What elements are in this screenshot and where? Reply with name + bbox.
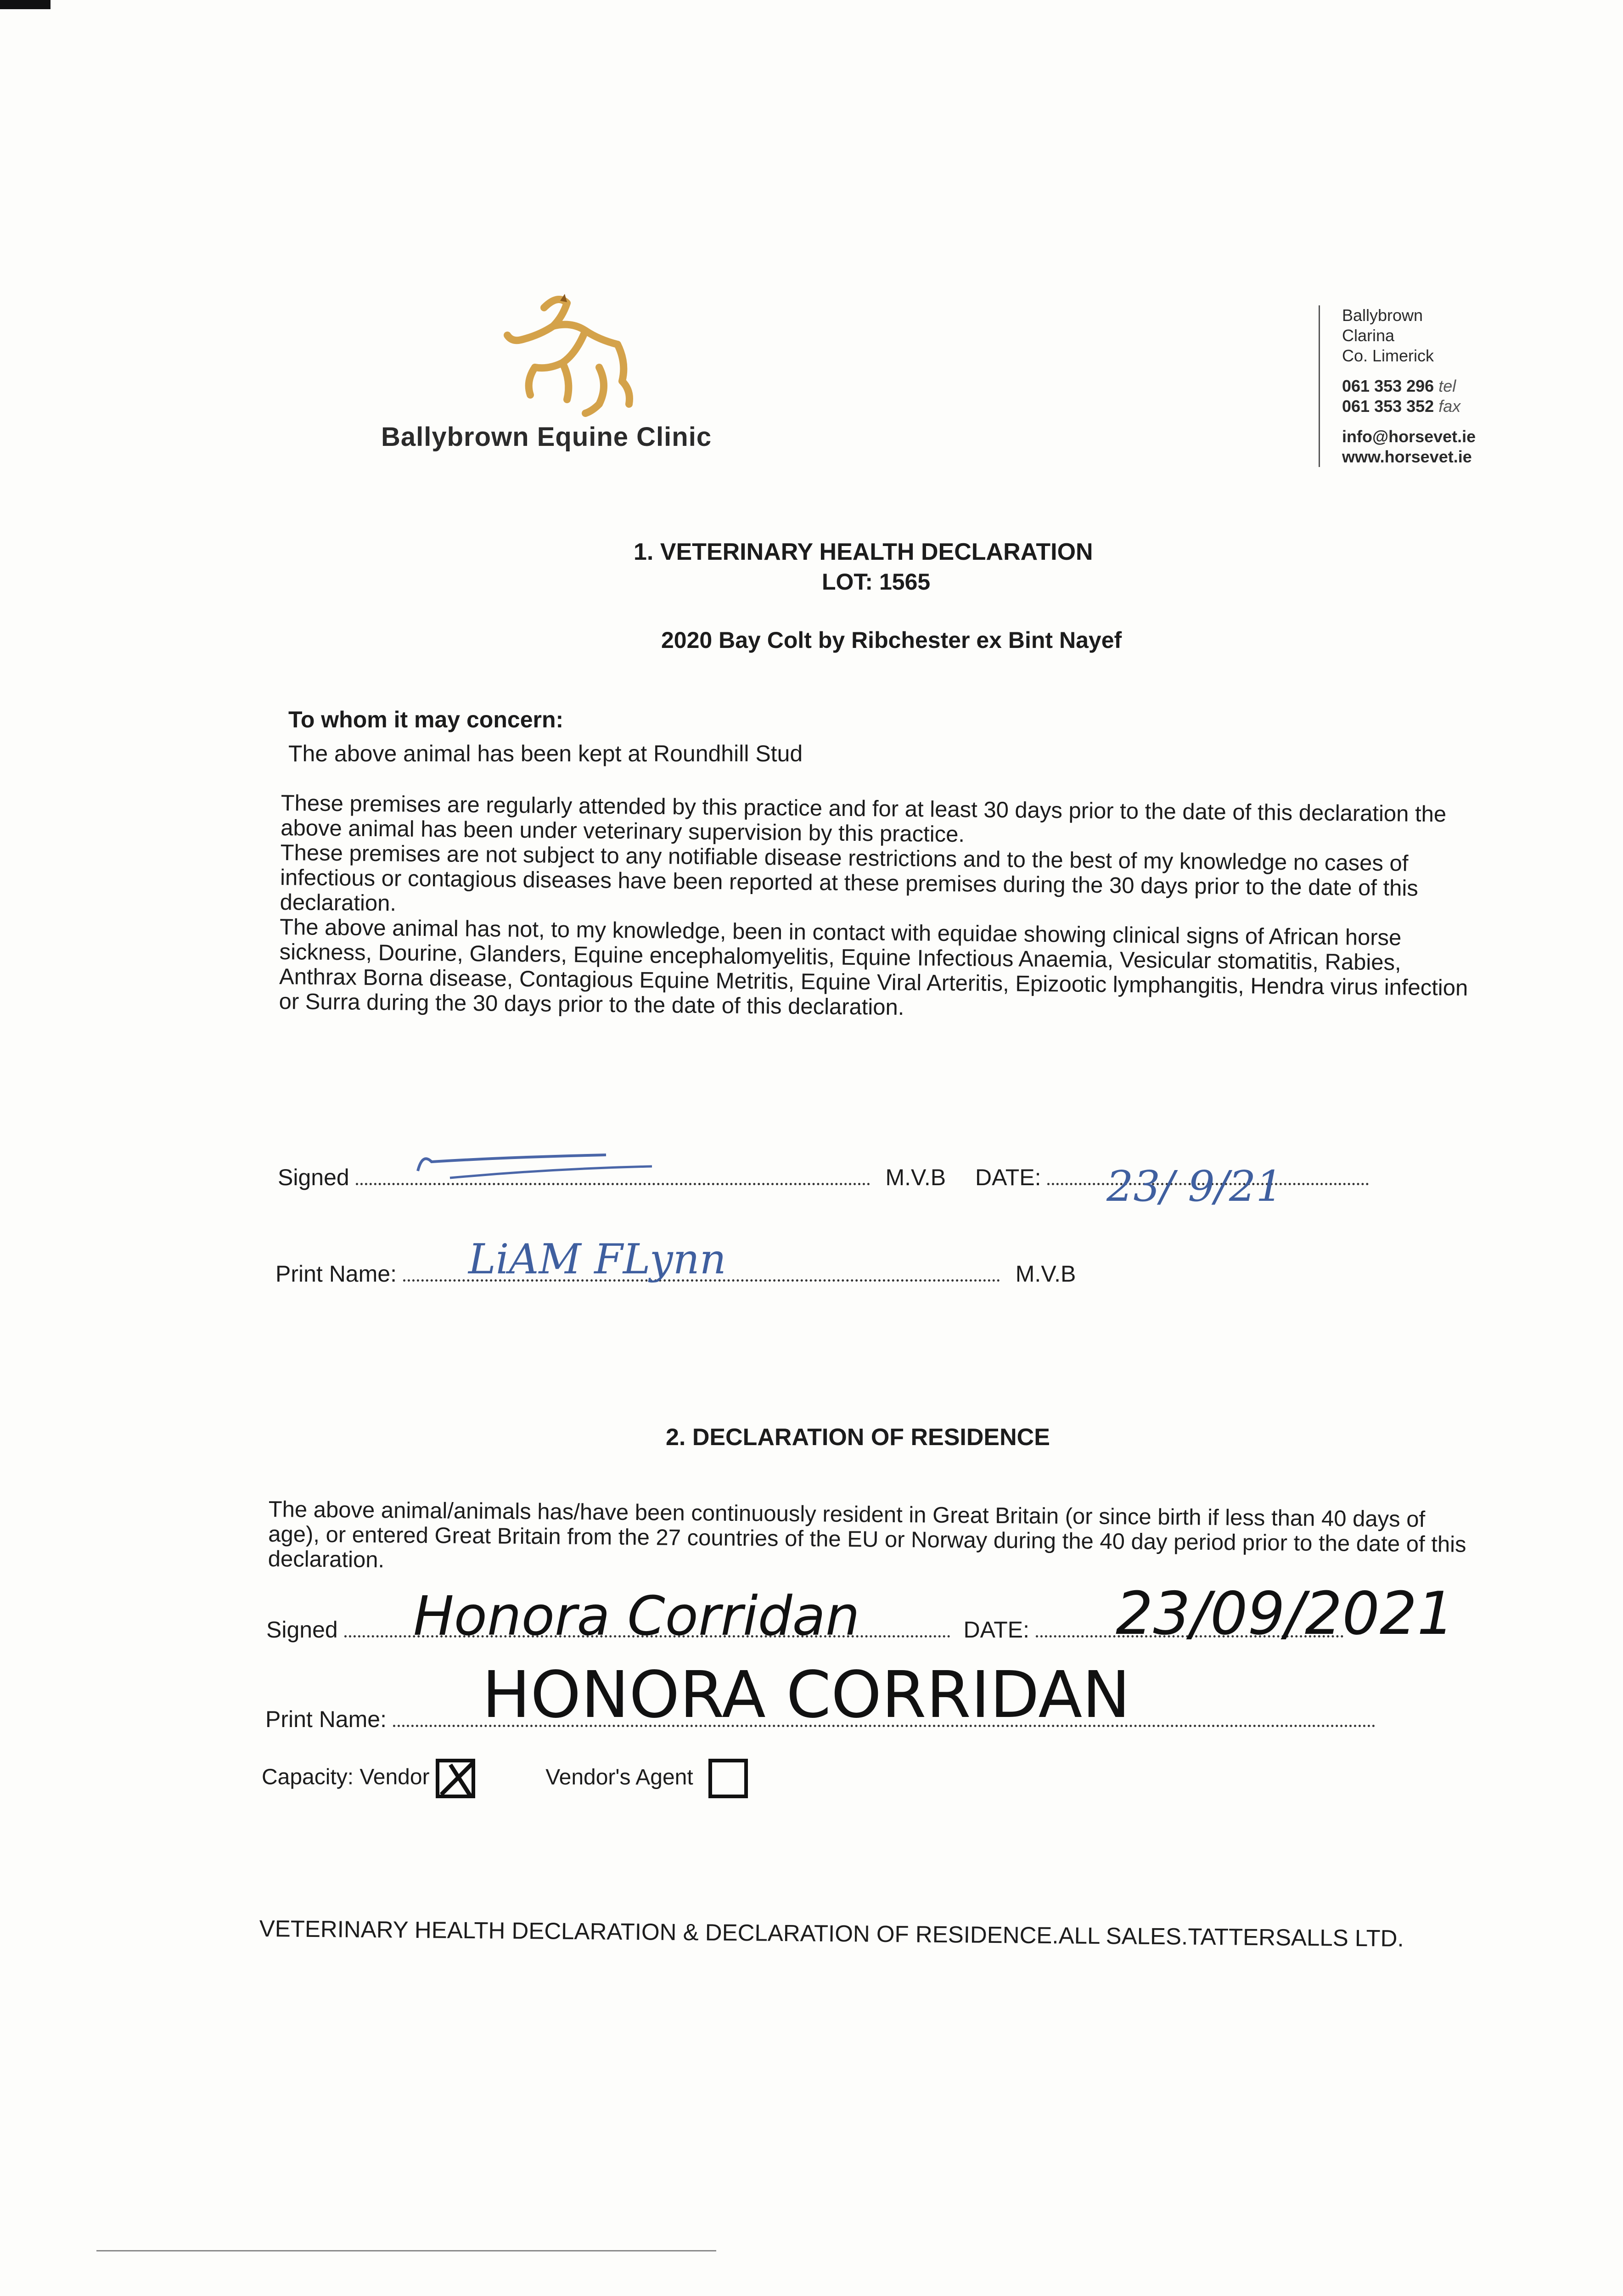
- capacity-row: [262, 1759, 748, 1798]
- declaration-paragraph: These premises are not subject to any notifiable disease restrictions and to the best of my knowledge no cases of infectious or contagious diseases have been reported at these premises during the 30 days prior to the date of this declaration.: [280, 840, 1419, 916]
- animal-description: 2020 Bay Colt by Ribchester ex Bint Nayef: [661, 627, 1122, 653]
- vet-date-handwritten: 23/ 9/21: [1106, 1162, 1283, 1211]
- signed-label: Signed: [266, 1617, 338, 1643]
- section2-title: 2. DECLARATION OF RESIDENCE: [666, 1424, 1050, 1451]
- vet-print-name-handwritten: LiAM FLynn: [468, 1235, 726, 1283]
- print-name-label: Print Name:: [265, 1706, 387, 1732]
- residence-signature-handwritten: Honora Corridan: [413, 1584, 860, 1648]
- clinic-name: Ballybrown Equine Clinic: [381, 422, 712, 452]
- declaration-body: [279, 791, 1484, 1025]
- clinic-contact-block: [1319, 305, 1476, 467]
- residence-date-handwritten: 23/09/2021: [1116, 1580, 1455, 1648]
- address-line: Co. Limerick: [1342, 346, 1434, 365]
- checkmark-icon: [437, 1758, 478, 1799]
- address-line: Clarina: [1342, 326, 1395, 345]
- greeting: To whom it may concern:: [288, 707, 564, 732]
- residence-paragraph: The above animal/animals has/have been continuously resident in Great Britain (or since birth if less than 40 days of age), or entered Great Britain from the 27 countries of the EU or Norway during the 40 day period prior to the date of this declaration.: [268, 1497, 1466, 1573]
- address-line: Ballybrown: [1342, 306, 1423, 325]
- vendor-agent-checkbox[interactable]: [708, 1759, 748, 1798]
- email-link[interactable]: info@horsevet.ie: [1342, 427, 1476, 446]
- scan-corner-mark: [0, 0, 51, 9]
- website-link[interactable]: www.horsevet.ie: [1342, 447, 1472, 466]
- date-label: DATE:: [975, 1165, 1041, 1190]
- lot-number: LOT: 1565: [822, 569, 931, 595]
- horse-logo-icon: [494, 289, 640, 422]
- capacity-label: Capacity: Vendor: [262, 1765, 430, 1790]
- declaration-paragraph: The above animal has not, to my knowledge, been in contact with equidae showing clinical signs of African horse sickness, Dourine, Glanders, Equine encephalomyelitis, Equine Infectious Anaemia, Vesicular stomatitis, Rabies, Anthrax Borna disease, Contagious Equine Metritis, Equine Viral Arteritis, Epizootic lymphangitis, Hendra virus infection or Surra during the 30 days prior to the date of this declaration.: [279, 914, 1468, 1020]
- vet-signature-scribble: [413, 1143, 670, 1185]
- fax-line: 061 353 352 fax: [1342, 397, 1461, 416]
- kept-at-statement: The above animal has been kept at Roundhill Stud: [288, 741, 803, 766]
- date-label: DATE:: [963, 1617, 1030, 1643]
- print-name-label: Print Name:: [275, 1261, 397, 1287]
- footer-note: VETERINARY HEALTH DECLARATION & DECLARATION OF RESIDENCE.ALL SALES.TATTERSALLS LTD.: [259, 1915, 1404, 1952]
- mvb-label: M.V.B: [885, 1165, 946, 1190]
- residence-print-name-handwritten: HONORA CORRIDAN: [482, 1658, 1130, 1733]
- declaration-paragraph: These premises are regularly attended by this practice and for at least 30 days prior to the date of this declaration the above animal has been under veterinary supervision by this practice.: [280, 791, 1447, 847]
- signed-label: Signed: [278, 1165, 349, 1190]
- phone-line: 061 353 296 tel: [1342, 377, 1456, 395]
- vendor-checkbox[interactable]: [436, 1759, 475, 1798]
- mvb-label: M.V.B: [1015, 1261, 1076, 1287]
- vendor-agent-label: Vendor's Agent: [545, 1765, 693, 1790]
- section1-title: 1. VETERINARY HEALTH DECLARATION: [634, 539, 1093, 565]
- bottom-rule: [96, 2250, 716, 2251]
